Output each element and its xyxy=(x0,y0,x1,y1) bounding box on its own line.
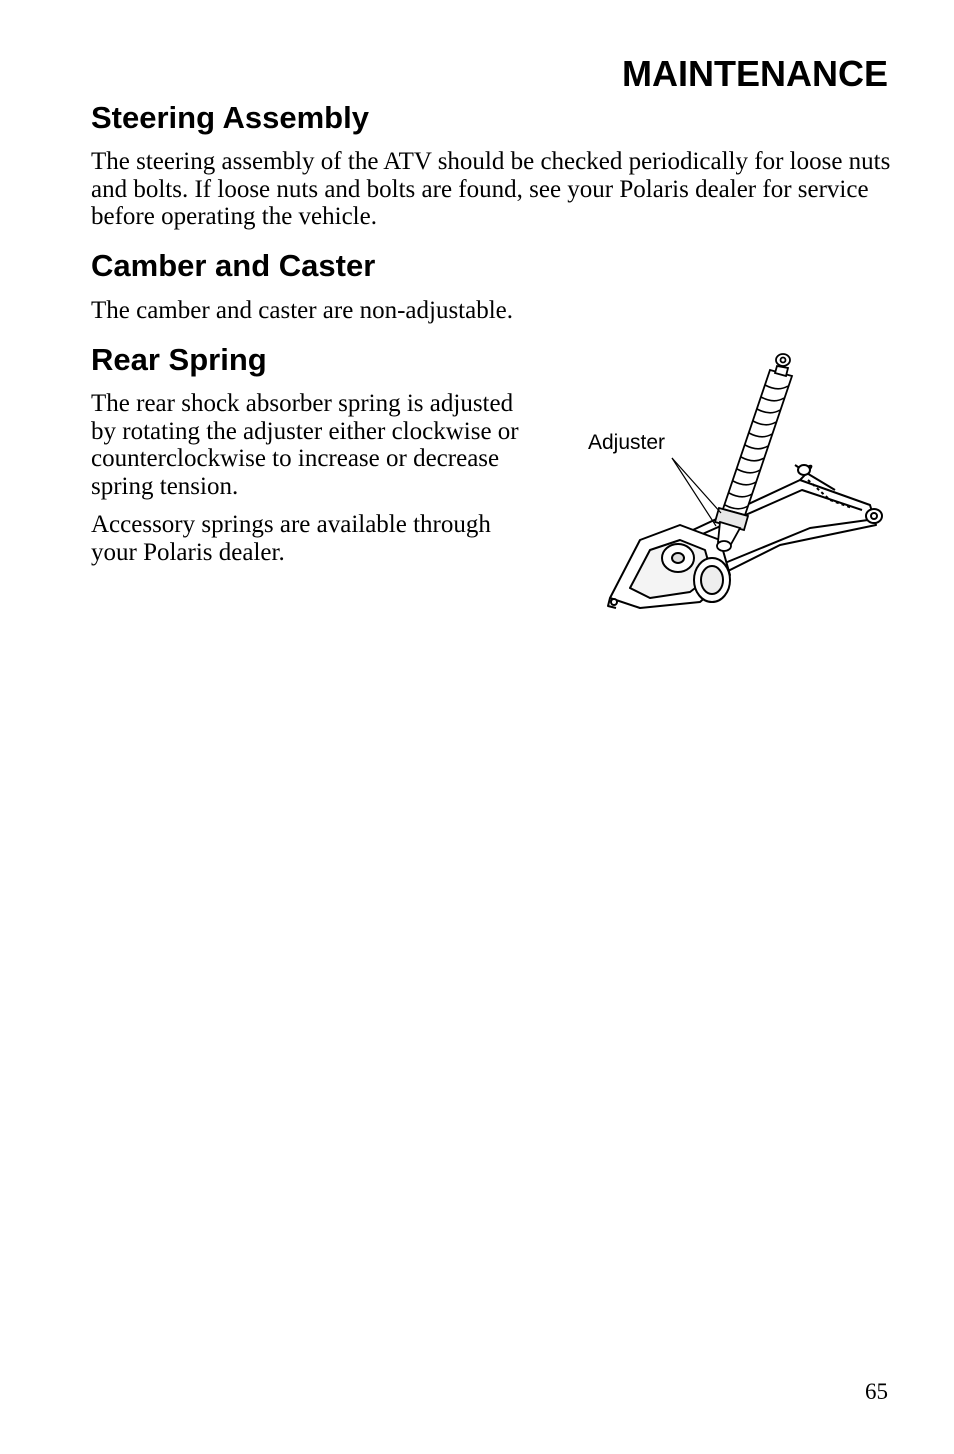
adjuster-callout-label: Adjuster xyxy=(588,431,666,454)
section-title: MAINTENANCE xyxy=(622,53,888,94)
rear-spring-accessory-text: Accessory springs are available through your Polaris dealer. xyxy=(91,511,491,566)
rear-spring-heading: Rear Spring xyxy=(91,342,267,377)
callout-leader-lines xyxy=(672,458,721,526)
rear-spring-adjust-text: The rear shock absorber spring is adjusted by rotating the adjuster either clockwise or counterclockwise to increase or decrease spring tension. xyxy=(91,390,519,500)
page-number: 65 xyxy=(865,1379,888,1404)
shock-and-swingarm-drawing xyxy=(580,340,900,620)
steering-assembly-text: The steering assembly of the ATV should be checked periodically for loose nuts and bolts. If loose nuts and bolts are found, see your Polaris dealer for service before operating the vehicle. xyxy=(91,148,891,230)
camber-caster-heading: Camber and Caster xyxy=(91,248,376,283)
steering-assembly-heading: Steering Assembly xyxy=(91,100,369,135)
rear-shock-illustration xyxy=(580,340,900,620)
camber-caster-text: The camber and caster are non-adjustable. xyxy=(91,297,514,324)
swing-arm-hub xyxy=(608,525,730,608)
